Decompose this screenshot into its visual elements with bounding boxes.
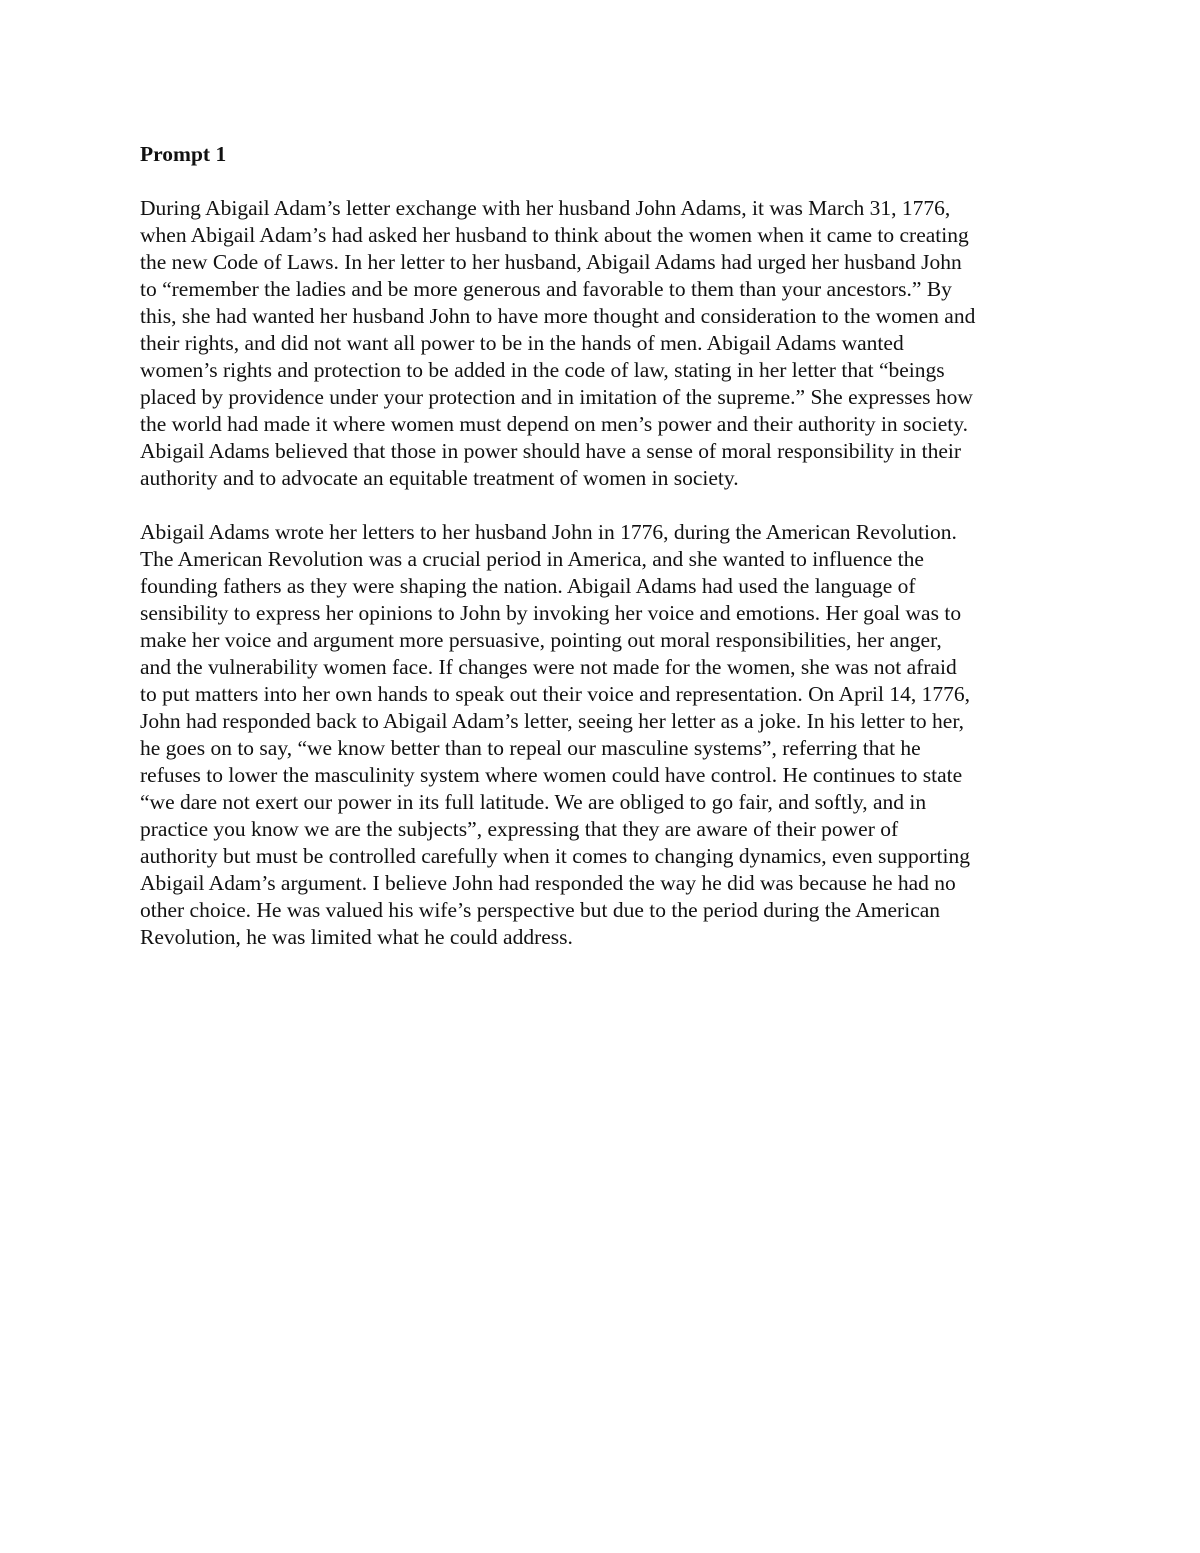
paragraph-line: this, she had wanted her husband John to have more thought and consideration to the women and <box>140 304 976 328</box>
paragraph-line: women’s rights and protection to be added in the code of law, stating in her letter that “beings <box>140 358 945 382</box>
paragraph-line: the new Code of Laws. In her letter to her husband, Abigail Adams had urged her husband John <box>140 250 962 274</box>
document-heading: Prompt 1 <box>140 142 227 166</box>
paragraph-line: founding fathers as they were shaping the nation. Abigail Adams had used the language of <box>140 574 916 598</box>
paragraph-line: their rights, and did not want all power to be in the hands of men. Abigail Adams wanted <box>140 331 904 355</box>
paragraph-line: and the vulnerability women face. If changes were not made for the women, she was not afraid <box>140 655 957 679</box>
paragraph-line: Abigail Adams wrote her letters to her husband John in 1776, during the American Revolution. <box>140 520 957 544</box>
paragraph-line: when Abigail Adam’s had asked her husband to think about the women when it came to creating <box>140 223 969 247</box>
paragraph-line: to put matters into her own hands to speak out their voice and representation. On April 14, 1776, <box>140 682 970 706</box>
paragraph-line: The American Revolution was a crucial period in America, and she wanted to influence the <box>140 547 924 571</box>
paragraph-line: refuses to lower the masculinity system where women could have control. He continues to state <box>140 763 963 787</box>
paragraph-2 <box>140 519 1060 951</box>
paragraph-1 <box>140 195 1060 492</box>
paragraph-line: other choice. He was valued his wife’s perspective but due to the period during the American <box>140 898 941 922</box>
paragraph-line: “we dare not exert our power in its full latitude. We are obliged to go fair, and softly, and in <box>140 790 927 814</box>
paragraph-line: practice you know we are the subjects”, expressing that they are aware of their power of <box>140 817 899 841</box>
paragraph-line: authority and to advocate an equitable treatment of women in society. <box>140 466 739 490</box>
paragraph-line: to “remember the ladies and be more generous and favorable to them than your ancestors.” By <box>140 277 952 301</box>
paragraph-line: make her voice and argument more persuasive, pointing out moral responsibilities, her anger, <box>140 628 942 652</box>
paragraph-line: placed by providence under your protection and in imitation of the supreme.” She expresses how <box>140 385 973 409</box>
paragraph-line: the world had made it where women must depend on men’s power and their authority in society. <box>140 412 968 436</box>
paragraph-line: authority but must be controlled carefully when it comes to changing dynamics, even supporting <box>140 844 970 868</box>
paragraph-line: During Abigail Adam’s letter exchange with her husband John Adams, it was March 31, 1776, <box>140 196 951 220</box>
paragraph-line: John had responded back to Abigail Adam’s letter, seeing her letter as a joke. In his letter to her, <box>140 709 965 733</box>
paragraph-line: sensibility to express her opinions to John by invoking her voice and emotions. Her goal was to <box>140 601 962 625</box>
paragraph-line: Abigail Adam’s argument. I believe John had responded the way he did was because he had no <box>140 871 956 895</box>
paragraph-line: Abigail Adams believed that those in power should have a sense of moral responsibility in their <box>140 439 962 463</box>
document-body <box>140 141 1060 978</box>
paragraph-line: Revolution, he was limited what he could address. <box>140 925 573 949</box>
paragraph-line: he goes on to say, “we know better than to repeal our masculine systems”, referring that he <box>140 736 921 760</box>
